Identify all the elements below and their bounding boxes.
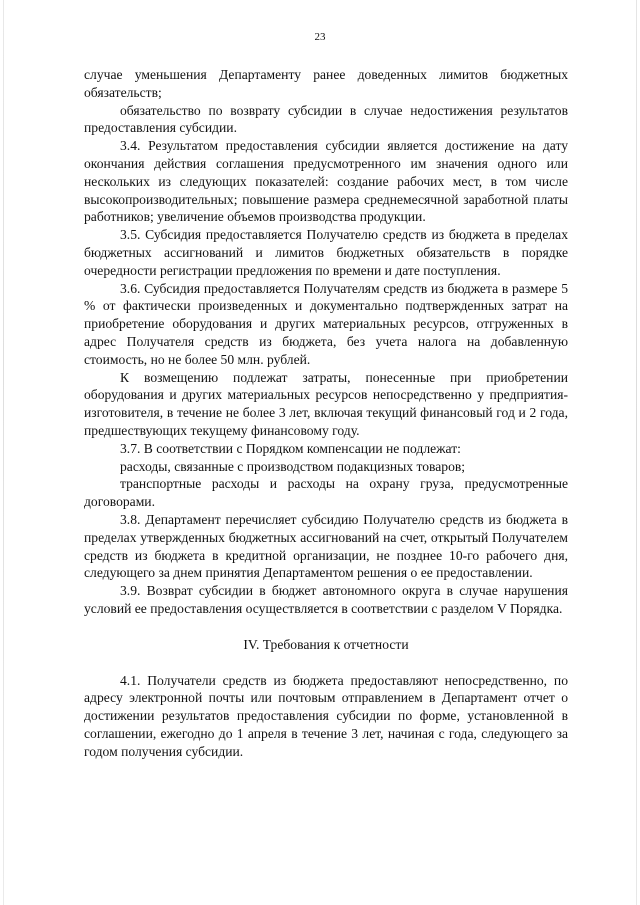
paragraph-3-9: 3.9. Возврат субсидии в бюджет автономного округа в случае нарушения условий ее предоставления осуществляется в соответствии с разделом V Порядка. xyxy=(84,583,568,616)
paragraph-3-6: 3.6. Субсидия предоставляется Получателям средств из бюджета в размере 5 % от фактически произведенных и документально подтвержденных затрат на приобретение оборудования и других материальных ресурсов, отгруженных в адрес Получателя средств из бюджета, без учета налога на добавленную стоимость, но не более 50 млн. рублей. xyxy=(84,280,568,367)
scan-edge-left xyxy=(3,0,4,905)
paragraph-3-5: 3.5. Субсидия предоставляется Получателю средств из бюджета в пределах бюджетных ассигнований и лимитов бюджетных обязательств в порядке очередности регистрации предложения по времени и дате поступления. xyxy=(84,227,568,278)
paragraph-obligation: обязательство по возврату субсидии в случае недостижения результатов предоставления субсидии. xyxy=(84,102,568,136)
section-heading: IV. Требования к отчетности xyxy=(243,636,409,652)
paragraph-excise: расходы, связанные с производством подакцизных товаров; xyxy=(120,458,466,474)
paragraph-transport: транспортные расходы и расходы на охрану груза, предусмотренные договорами. xyxy=(84,476,568,510)
document-body xyxy=(84,66,568,760)
paragraph-3-7: 3.7. В соответствии с Порядком компенсации не подлежат: xyxy=(120,440,461,456)
paragraph-3-4: 3.4. Результатом предоставления субсидии является достижение на дату окончания действия соглашения предусмотренного им значения одного или нескольких из следующих показателей: создание рабочих мест, в том числе высокопроизводительных; повышение размера среднемесячной заработной платы работников; увеличение объемов производства продукции. xyxy=(84,138,568,225)
scan-edge-right xyxy=(636,0,637,905)
page-number: 23 xyxy=(314,31,326,43)
paragraph-4-1: 4.1. Получатели средств из бюджета предоставляют непосредственно, по адресу электронной почты или почтовым отправлением в Департамент отчет о достижении результатов предоставления субсидии по форме, установленной в соглашении, ежегодно до 1 апреля в течение 3 лет, начиная с года, следующего за годом получения субсидии. xyxy=(84,672,568,759)
paragraph-3-8: 3.8. Департамент перечисляет субсидию Получателю средств из бюджета в пределах утвержденных бюджетных ассигнований на счет, открытый Получателем средств из бюджета в кредитной организации, не позднее 10-го рабочего дня, следующего за днем принятия Департаментом решения о ее предоставлении. xyxy=(84,511,568,581)
paragraph-reimbursement: К возмещению подлежат затраты, понесенные при приобретении оборудования и других материальных ресурсов непосредственно у предприятия-изготовителя, в течение не более 3 лет, включая текущий финансовый год и 2 года, предшествующих текущему финансовому году. xyxy=(84,369,568,438)
paragraph-continuation: случае уменьшения Департаменту ранее доведенных лимитов бюджетных обязательств; xyxy=(84,67,568,100)
